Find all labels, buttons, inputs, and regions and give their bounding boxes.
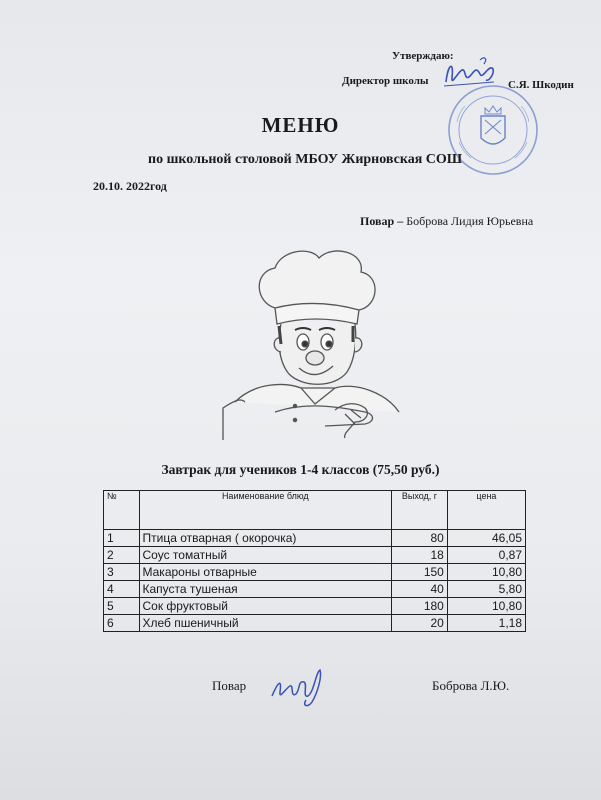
page-title: МЕНЮ <box>261 113 340 137</box>
table-header-row <box>104 491 526 530</box>
row-num: 6 <box>104 615 140 632</box>
table-row <box>104 564 526 581</box>
row-name: Соус томатный <box>139 547 392 564</box>
director-label: Директор школы <box>342 75 429 87</box>
footer-cook-label: Повар <box>212 678 247 693</box>
row-output: 20 <box>392 615 448 632</box>
row-num: 5 <box>104 598 140 615</box>
cook-label: Повар – <box>360 214 404 228</box>
header-output: Выход, г <box>392 491 448 530</box>
row-price: 1,18 <box>447 615 525 632</box>
meal-title: Завтрак для учеников 1-4 классов (75,50 руб.) <box>161 462 440 477</box>
row-name: Капуста тушеная <box>139 581 392 598</box>
director-name: С.Я. Шкодин <box>508 79 574 91</box>
cook-signature <box>268 662 328 712</box>
row-output: 40 <box>392 581 448 598</box>
row-output: 180 <box>392 598 448 615</box>
row-price: 46,05 <box>447 530 525 547</box>
row-price: 10,80 <box>447 564 525 581</box>
header-num: № <box>104 491 140 530</box>
menu-table <box>103 490 526 632</box>
row-name: Сок фруктовый <box>139 598 392 615</box>
row-output: 18 <box>392 547 448 564</box>
table-row <box>104 530 526 547</box>
cook-name: Боброва Лидия Юрьевна <box>406 214 534 228</box>
row-output: 150 <box>392 564 448 581</box>
row-output: 80 <box>392 530 448 547</box>
row-num: 1 <box>104 530 140 547</box>
table-row <box>104 598 526 615</box>
footer-cook-name: Боброва Л.Ю. <box>432 678 510 693</box>
row-name: Птица отварная ( окорочка) <box>139 530 392 547</box>
subtitle: по школьной столовой МБОУ Жирновская СОШ <box>148 152 463 167</box>
row-num: 2 <box>104 547 140 564</box>
date: 20.10. 2022год <box>93 179 167 193</box>
row-price: 5,80 <box>447 581 525 598</box>
row-name: Хлеб пшеничный <box>139 615 392 632</box>
row-num: 4 <box>104 581 140 598</box>
header-name: Наименование блюд <box>139 491 392 530</box>
table-row <box>104 615 526 632</box>
row-name: Макароны отварные <box>139 564 392 581</box>
row-num: 3 <box>104 564 140 581</box>
cook-line <box>360 214 533 229</box>
row-price: 0,87 <box>447 547 525 564</box>
approve-label: Утверждаю: <box>392 50 454 62</box>
chef-illustration <box>215 242 415 440</box>
table-row <box>104 547 526 564</box>
header-price: цена <box>447 491 525 530</box>
table-row <box>104 581 526 598</box>
row-price: 10,80 <box>447 598 525 615</box>
